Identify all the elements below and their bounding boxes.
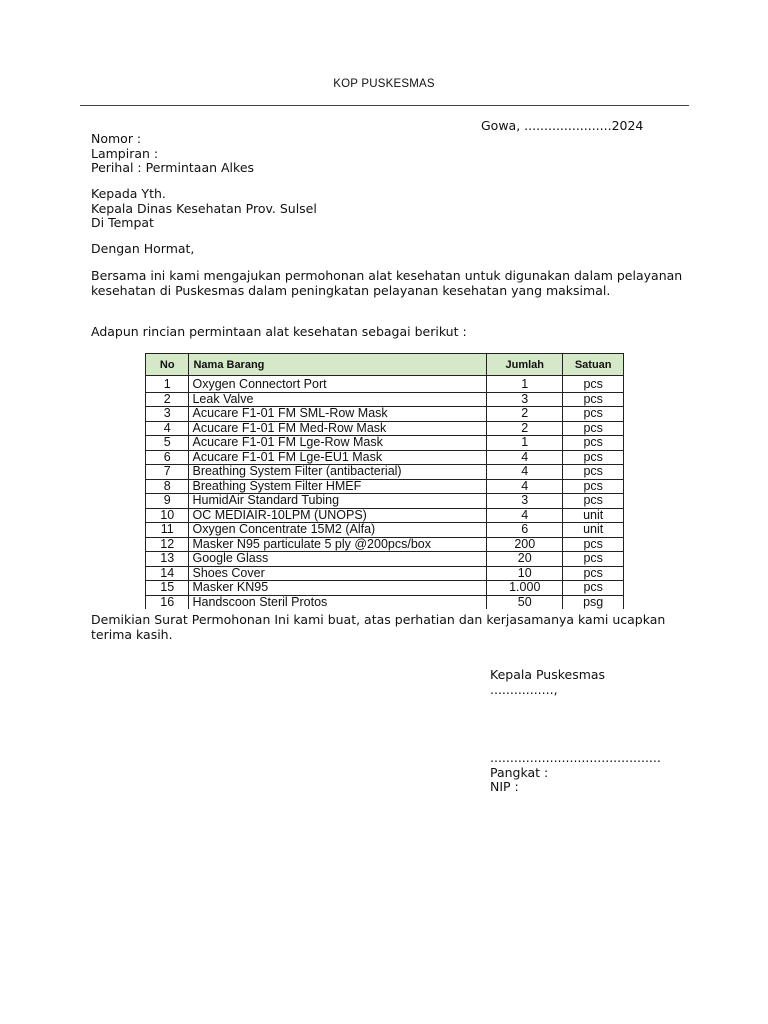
- cell-satuan: pcs: [563, 392, 624, 407]
- table-row: [146, 508, 624, 523]
- cell-jumlah: 2: [487, 421, 563, 436]
- table-row: [146, 479, 624, 494]
- table-row: [146, 581, 624, 596]
- cell-no: 4: [146, 421, 189, 436]
- recipient-line-3: Di Tempat: [91, 215, 154, 230]
- cell-no: 13: [146, 552, 189, 567]
- table-row: [146, 523, 624, 538]
- cell-no: 7: [146, 465, 189, 480]
- cell-satuan: pcs: [563, 407, 624, 422]
- signature-block: [490, 668, 605, 697]
- cell-nama-barang: Acucare F1-01 FM SML-Row Mask: [189, 407, 487, 422]
- signature-line: ...........................................: [490, 750, 661, 765]
- cell-nama-barang: Oxygen Connectort Port: [189, 376, 487, 393]
- cell-jumlah: 3: [487, 494, 563, 509]
- greeting: Dengan Hormat,: [91, 241, 195, 256]
- cell-no: 10: [146, 508, 189, 523]
- cell-jumlah: 20: [487, 552, 563, 567]
- cell-nama-barang: Masker KN95: [189, 581, 487, 596]
- cell-no: 15: [146, 581, 189, 596]
- cell-no: 11: [146, 523, 189, 538]
- pangkat-line: Pangkat :: [490, 764, 549, 780]
- cell-nama-barang: Leak Valve: [189, 392, 487, 407]
- cell-jumlah: 10: [487, 566, 563, 581]
- cell-satuan: pcs: [563, 494, 624, 509]
- cell-satuan: pcs: [563, 552, 624, 567]
- cell-jumlah: 1: [487, 376, 563, 393]
- cell-satuan: pcs: [563, 376, 624, 393]
- cell-satuan: pcs: [563, 465, 624, 480]
- cell-satuan: pcs: [563, 566, 624, 581]
- cell-no: 14: [146, 566, 189, 581]
- cell-satuan: pcs: [563, 436, 624, 451]
- cell-jumlah: 3: [487, 392, 563, 407]
- cell-nama-barang: Shoes Cover: [189, 566, 487, 581]
- opening-paragraph: Bersama ini kami mengajukan permohonan alat kesehatan untuk digunakan dalam pelayanan kesehatan di Puskesmas dalam peningkatan pelayanan kesehatan yang maksimal.: [91, 268, 683, 298]
- cell-no: 12: [146, 537, 189, 552]
- cell-jumlah: 4: [487, 450, 563, 465]
- perihal-line: Perihal : Permintaan Alkes: [91, 160, 255, 175]
- place-date: Gowa, ......................2024: [481, 118, 644, 133]
- table-row: [146, 376, 624, 393]
- cell-no: 8: [146, 479, 189, 494]
- table-row: [146, 494, 624, 509]
- cell-jumlah: 50: [487, 595, 563, 609]
- request-items-table: [145, 353, 624, 609]
- cell-satuan: psg: [563, 595, 624, 609]
- cell-jumlah: 6: [487, 523, 563, 538]
- recipient-block: [91, 187, 317, 231]
- cell-no: 5: [146, 436, 189, 451]
- cell-nama-barang: Google Glass: [189, 552, 487, 567]
- nomor-line: Nomor :: [91, 131, 142, 146]
- cell-no: 6: [146, 450, 189, 465]
- cell-nama-barang: Acucare F1-01 FM Lge-EU1 Mask: [189, 450, 487, 465]
- table-row: [146, 450, 624, 465]
- cell-nama-barang: Acucare F1-01 FM Med-Row Mask: [189, 421, 487, 436]
- cell-nama-barang: Breathing System Filter HMEF: [189, 479, 487, 494]
- cell-nama-barang: Breathing System Filter (antibacterial): [189, 465, 487, 480]
- cell-nama-barang: OC MEDIAIR-10LPM (UNOPS): [189, 508, 487, 523]
- recipient-line-2: Kepala Dinas Kesehatan Prov. Sulsel: [91, 200, 317, 216]
- cell-jumlah: 1: [487, 436, 563, 451]
- table-header-row: [146, 354, 624, 376]
- table-row: [146, 407, 624, 422]
- cell-no: 3: [146, 407, 189, 422]
- cell-satuan: pcs: [563, 537, 624, 552]
- table-row: [146, 595, 624, 609]
- letterhead-title: KOP PUSKESMAS: [333, 78, 435, 90]
- table-row: [146, 465, 624, 480]
- table-row: [146, 421, 624, 436]
- cell-nama-barang: Acucare F1-01 FM Lge-Row Mask: [189, 436, 487, 451]
- table-intro: Adapun rincian permintaan alat kesehatan sebagai berikut :: [91, 324, 467, 339]
- cell-satuan: pcs: [563, 450, 624, 465]
- lampiran-line: Lampiran :: [91, 145, 159, 161]
- cell-satuan: pcs: [563, 421, 624, 436]
- header-nama-barang: Nama Barang: [189, 354, 487, 376]
- cell-jumlah: 1.000: [487, 581, 563, 596]
- nip-line: NIP :: [490, 779, 519, 794]
- signer-title: Kepala Puskesmas: [490, 667, 606, 682]
- cell-nama-barang: Oxygen Concentrate 15M2 (Alfa): [189, 523, 487, 538]
- table-row: [146, 537, 624, 552]
- cell-nama-barang: HumidAir Standard Tubing: [189, 494, 487, 509]
- table-row: [146, 392, 624, 407]
- header-jumlah: Jumlah: [487, 354, 563, 376]
- signature-details: [490, 751, 661, 795]
- cell-jumlah: 200: [487, 537, 563, 552]
- cell-satuan: pcs: [563, 479, 624, 494]
- table-row: [146, 566, 624, 581]
- cell-jumlah: 4: [487, 465, 563, 480]
- header-satuan: Satuan: [563, 354, 624, 376]
- cell-no: 9: [146, 494, 189, 509]
- recipient-line-1: Kepada Yth.: [91, 186, 166, 201]
- cell-nama-barang: Handscoon Steril Protos: [189, 595, 487, 609]
- cell-satuan: unit: [563, 523, 624, 538]
- letter-meta: [91, 132, 254, 176]
- cell-no: 1: [146, 376, 189, 393]
- header-no: No: [146, 354, 189, 376]
- cell-no: 2: [146, 392, 189, 407]
- cell-jumlah: 4: [487, 479, 563, 494]
- letterhead-divider: [80, 105, 689, 106]
- cell-nama-barang: Masker N95 particulate 5 ply @200pcs/box: [189, 537, 487, 552]
- cell-jumlah: 2: [487, 407, 563, 422]
- closing-paragraph: Demikian Surat Permohonan Ini kami buat, atas perhatian dan kerjasamanya kami ucapkan terima kasih.: [91, 612, 666, 642]
- table-row: [146, 552, 624, 567]
- cell-satuan: pcs: [563, 581, 624, 596]
- cell-jumlah: 4: [487, 508, 563, 523]
- cell-no: 16: [146, 595, 189, 609]
- cell-satuan: unit: [563, 508, 624, 523]
- signer-name-placeholder: ................,: [490, 681, 558, 697]
- table-row: [146, 436, 624, 451]
